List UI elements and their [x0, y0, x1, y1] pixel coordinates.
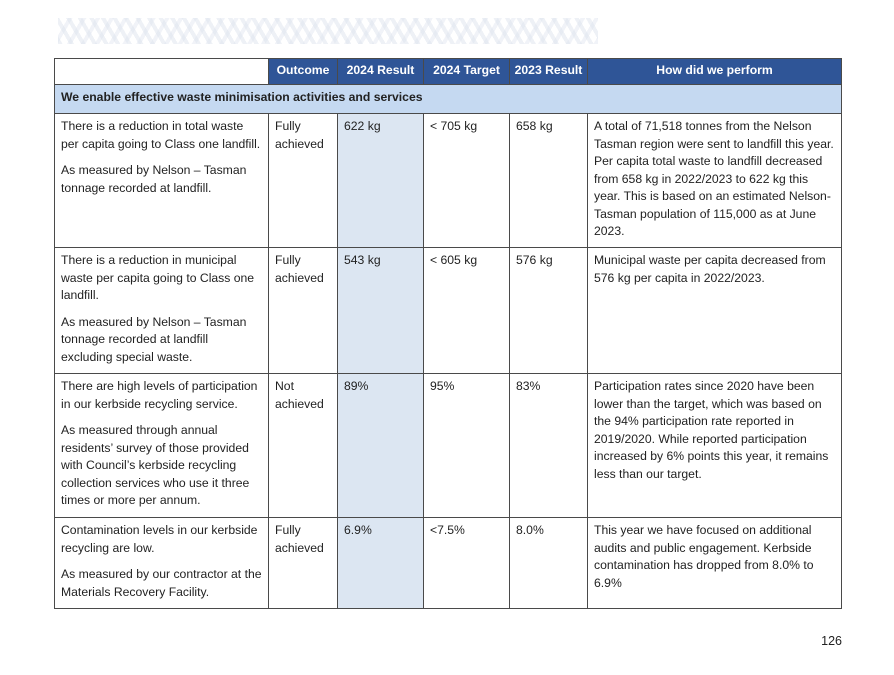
how-cell: Municipal waste per capita decreased from 576 kg per capita in 2022/2023. [588, 248, 842, 374]
section-title: We enable effective waste minimisation activities and services [55, 85, 842, 114]
header-outcome: Outcome [269, 59, 338, 85]
outcome-cell: Not achieved [269, 374, 338, 518]
result-2023-cell: 83% [510, 374, 588, 518]
measured-by-text: As measured by our contractor at the Materials Recovery Facility. [61, 567, 262, 599]
measure-text: Contamination levels in our kerbside recycling are low. [61, 523, 258, 555]
target-2024-cell: < 605 kg [424, 248, 510, 374]
measure-text: There are high levels of participation in our kerbside recycling service. [61, 379, 258, 411]
header-measure [55, 59, 269, 85]
section-row [55, 85, 842, 114]
measure-cell [55, 518, 269, 609]
measure-cell [55, 374, 269, 518]
result-2024-cell: 6.9% [338, 518, 424, 609]
result-2023-cell: 658 kg [510, 114, 588, 248]
result-2023-cell: 8.0% [510, 518, 588, 609]
table-header-row [55, 59, 842, 85]
measure-cell [55, 248, 269, 374]
header-2024-target: 2024 Target [424, 59, 510, 85]
target-2024-cell: < 705 kg [424, 114, 510, 248]
table-row [55, 248, 842, 374]
table-row [55, 114, 842, 248]
result-2024-cell: 622 kg [338, 114, 424, 248]
target-2024-cell: 95% [424, 374, 510, 518]
table-row [55, 518, 842, 609]
measure-text: There is a reduction in total waste per capita going to Class one landfill. [61, 119, 261, 151]
how-cell: A total of 71,518 tonnes from the Nelson Tasman region were sent to landfill this year. Per capita total waste to landfill decreased from 658 kg in 2022/2023 to 622 kg this year. This is based on an estimated Nelson-Tasman population of 115,000 as at June 2023. [588, 114, 842, 248]
result-2024-cell: 543 kg [338, 248, 424, 374]
decorative-banner [58, 18, 598, 44]
measure-text: There is a reduction in municipal waste per capita going to Class one landfill. [61, 253, 255, 302]
page-number: 126 [821, 634, 842, 648]
measure-cell [55, 114, 269, 248]
performance-table [54, 58, 842, 609]
header-how-did-we-perform: How did we perform [588, 59, 842, 85]
outcome-cell: Fully achieved [269, 248, 338, 374]
outcome-cell: Fully achieved [269, 114, 338, 248]
table-row [55, 374, 842, 518]
header-2023-result: 2023 Result [510, 59, 588, 85]
measured-by-text: As measured by Nelson – Tasman tonnage recorded at landfill. [61, 163, 247, 195]
how-cell: This year we have focused on additional audits and public engagement. Kerbside contamination has dropped from 8.0% to 6.9% [588, 518, 842, 609]
outcome-cell: Fully achieved [269, 518, 338, 609]
result-2023-cell: 576 kg [510, 248, 588, 374]
measured-by-text: As measured by Nelson – Tasman tonnage recorded at landfill excluding special waste. [61, 314, 247, 364]
how-cell: Participation rates since 2020 have been lower than the target, which was based on the 94% participation rate reported in 2019/2020. While reported participation increased by 6% points this year, it remains less than our target. [588, 374, 842, 518]
header-2024-result: 2024 Result [338, 59, 424, 85]
result-2024-cell: 89% [338, 374, 424, 518]
measured-by-text: As measured through annual residents’ survey of those provided with Council’s kerbside recycling collection services who use it three times or more per annum. [61, 423, 250, 507]
target-2024-cell: <7.5% [424, 518, 510, 609]
